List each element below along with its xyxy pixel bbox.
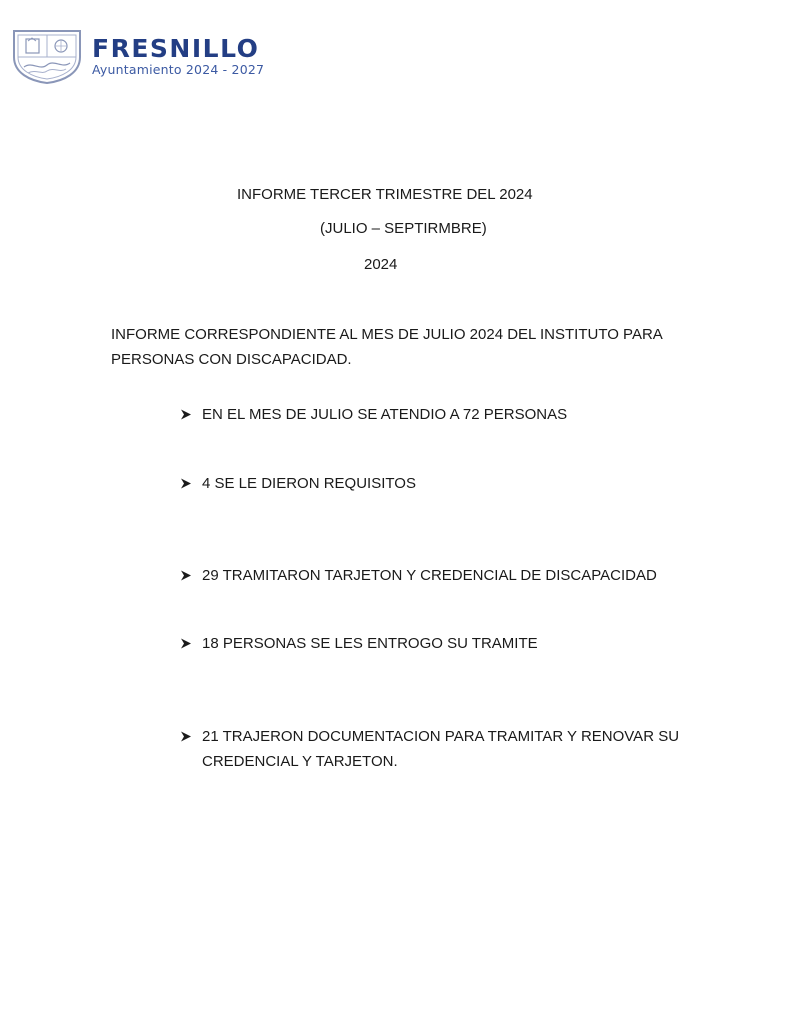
list-item: [180, 563, 680, 588]
list-item: [180, 471, 680, 496]
arrowhead-bullet-icon: [180, 563, 202, 588]
arrowhead-bullet-icon: [180, 631, 202, 656]
header-logo: [10, 26, 264, 86]
list-item-text: 18 PERSONAS SE LES ENTROGO SU TRAMITE: [202, 635, 538, 652]
municipal-seal-icon: [10, 27, 84, 85]
list-item: [180, 724, 680, 774]
brand-block: [92, 33, 265, 77]
list-item-text: EN EL MES DE JULIO SE ATENDIO A 72 PERSONAS: [202, 406, 568, 423]
report-period: (JULIO – SEPTIRMBRE): [320, 220, 487, 237]
list-item-text: 4 SE LE DIERON REQUISITOS: [202, 475, 416, 492]
arrowhead-bullet-icon: [180, 402, 202, 427]
list-item: [180, 631, 680, 656]
arrowhead-bullet-icon: [180, 471, 202, 496]
brand-name: FRESNILLO: [92, 33, 260, 63]
intro-paragraph: INFORME CORRESPONDIENTE AL MES DE JULIO 2024 DEL INSTITUTO PARA PERSONAS CON DISCAPACIDAD.: [111, 326, 662, 368]
list-item-text: 29 TRAMITARON TARJETON Y CREDENCIAL DE DISCAPACIDAD: [202, 567, 657, 584]
brand-subtitle: Ayuntamiento 2024 - 2027: [92, 61, 265, 77]
arrowhead-bullet-icon: [180, 724, 202, 774]
report-year: 2024: [364, 256, 398, 273]
list-item-text: 21 TRAJERON DOCUMENTACION PARA TRAMITAR Y RENOVAR SU CREDENCIAL Y TARJETON.: [202, 728, 680, 770]
report-title: INFORME TERCER TRIMESTRE DEL 2024: [237, 186, 533, 203]
list-item: [180, 402, 680, 427]
